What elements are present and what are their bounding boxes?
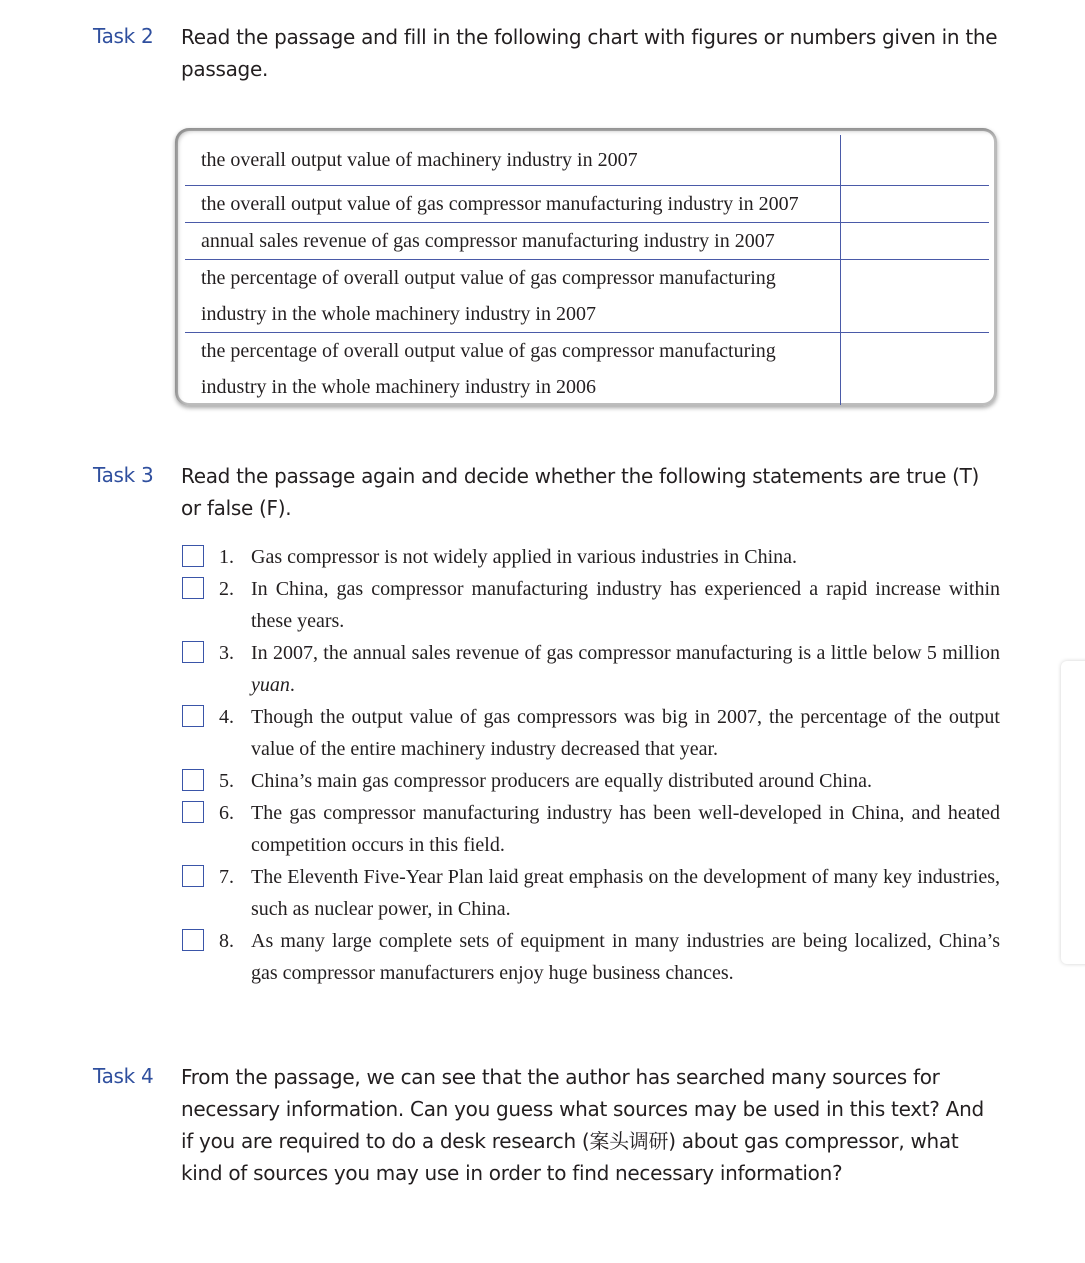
true-false-checkbox[interactable] xyxy=(182,705,204,727)
statement-number: 4. xyxy=(219,706,234,728)
side-panel-edge xyxy=(1061,661,1085,964)
chart-answer-cell[interactable] xyxy=(841,260,989,333)
chart-row-label xyxy=(185,260,841,333)
chart-row-label: annual sales revenue of gas compressor manufacturing industry in 2007 xyxy=(185,223,841,260)
true-false-checkbox[interactable] xyxy=(182,545,204,567)
true-false-checkbox[interactable] xyxy=(182,865,204,887)
task4-label: Task 4 xyxy=(93,1064,154,1088)
chart-answer-cell[interactable] xyxy=(841,135,989,186)
statement-number: 3. xyxy=(219,642,234,664)
statement-number: 6. xyxy=(219,802,234,824)
true-false-checkbox[interactable] xyxy=(182,801,204,823)
task2-instruction: Read the passage and fill in the following chart with figures or numbers given in the passage. xyxy=(181,25,998,81)
chart-answer-cell[interactable] xyxy=(841,223,989,260)
chart-row-label-line: industry in the whole machinery industry in 2007 xyxy=(201,303,596,325)
chart-row xyxy=(185,333,989,406)
task3-instruction: Read the passage again and decide whether the following statements are true (T) or false (F). xyxy=(181,464,980,520)
statement-number: 7. xyxy=(219,866,234,888)
chart-row-label xyxy=(185,333,841,406)
statement-item xyxy=(182,573,1002,637)
task3-label: Task 3 xyxy=(93,463,154,487)
statement-item xyxy=(182,701,1002,765)
statement-text: Gas compressor is not widely applied in various industries in China. xyxy=(251,546,798,568)
statement-text: In China, gas compressor manufacturing industry has experienced a rapid increase within these years. xyxy=(251,578,1000,632)
chart-row-label-line: the percentage of overall output value of gas compressor manufacturing xyxy=(201,340,776,362)
statement-item xyxy=(182,541,1002,573)
task2-label: Task 2 xyxy=(93,24,154,48)
chart-answer-cell[interactable] xyxy=(841,186,989,223)
true-false-checkbox[interactable] xyxy=(182,577,204,599)
true-false-checkbox[interactable] xyxy=(182,769,204,791)
statement-item xyxy=(182,925,1002,989)
statement-text-end: . xyxy=(289,674,295,696)
chart-row xyxy=(185,135,989,186)
statement-item xyxy=(182,861,1002,925)
chart-row-label-line: the percentage of overall output value of gas compressor manufacturing xyxy=(201,267,776,289)
statement-item xyxy=(182,765,1002,797)
chart-row-label: the overall output value of gas compressor manufacturing industry in 2007 xyxy=(185,186,841,223)
statement-text: China’s main gas compressor producers are equally distributed around China. xyxy=(251,770,872,792)
statement-text: The gas compressor manufacturing industry has been well-developed in China, and heated competition occurs in this field. xyxy=(251,802,1000,856)
statement-number: 8. xyxy=(219,930,234,952)
true-false-checkbox[interactable] xyxy=(182,641,204,663)
statement-text: Though the output value of gas compressors was big in 2007, the percentage of the output value of the entire machinery industry decreased that year. xyxy=(251,706,1000,760)
task4-instruction: From the passage, we can see that the author has searched many sources for necessary information. Can you guess what sources may be used in this text? And if you are required to do a desk research (案头调研) about gas compressor, what kind of sources you may use in order to find necessary information? xyxy=(181,1065,984,1185)
chart-row xyxy=(185,260,989,333)
statement-text-main: In 2007, the annual sales revenue of gas compressor manufacturing is a little below 5 million xyxy=(251,642,1000,664)
chart-row-label: the overall output value of machinery industry in 2007 xyxy=(185,135,841,186)
chart-row xyxy=(185,223,989,260)
fill-in-chart xyxy=(185,135,989,405)
statement-number: 5. xyxy=(219,770,234,792)
statement-number: 2. xyxy=(219,578,234,600)
statement-text: As many large complete sets of equipment in many industries are being localized, China’s gas compressor manufacturers enjoy huge business chances. xyxy=(251,930,1000,984)
statement-text-italic: yuan xyxy=(251,674,290,696)
chart-row-label-line: industry in the whole machinery industry in 2006 xyxy=(201,376,596,398)
statement-item xyxy=(182,637,1002,701)
statement-item xyxy=(182,797,1002,861)
true-false-checkbox[interactable] xyxy=(182,929,204,951)
statement-text: The Eleventh Five-Year Plan laid great emphasis on the development of many key industries, such as nuclear power, in China. xyxy=(251,866,1000,920)
chart-row xyxy=(185,186,989,223)
statement-number: 1. xyxy=(219,546,234,568)
statement-text xyxy=(251,637,1000,701)
chart-answer-cell[interactable] xyxy=(841,333,989,406)
